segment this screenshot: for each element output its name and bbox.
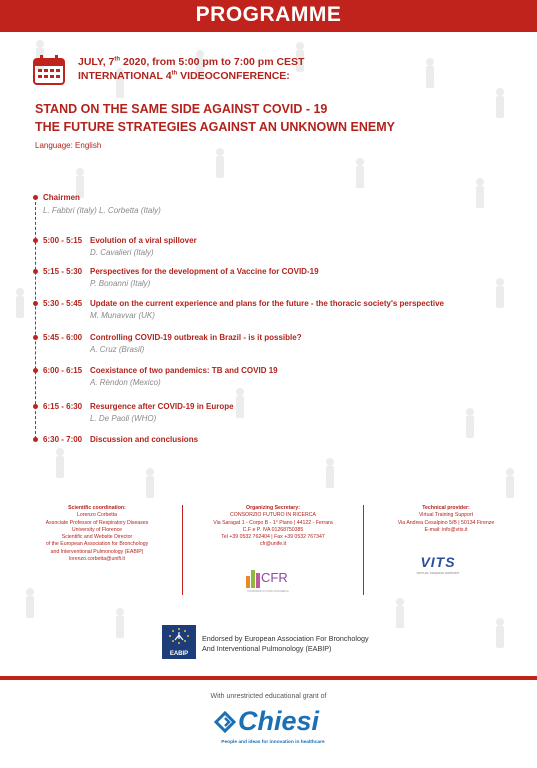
session-title: Update on the current experience and plans for the future - the thoracic society's perspective bbox=[90, 299, 444, 308]
organizing-line: C.F e P. IVA 01268750385 bbox=[242, 526, 304, 533]
footer-divider bbox=[0, 676, 537, 680]
timeline-dot bbox=[33, 269, 38, 274]
technical-heading: Technical provider: bbox=[422, 505, 470, 511]
session-time: 6:30 - 7:00 bbox=[43, 435, 83, 444]
scientific-heading: Scientific coordination: bbox=[68, 505, 126, 511]
timeline-dot bbox=[33, 238, 38, 243]
session-speaker: D. Cavalieri (Italy) bbox=[90, 248, 154, 257]
session-time: 5:30 - 5:45 bbox=[43, 299, 83, 308]
chairmen-label: Chairmen bbox=[43, 193, 80, 202]
eabip-logo-text: EABIP bbox=[169, 651, 189, 657]
session-title: Evolution of a viral spillover bbox=[90, 236, 197, 245]
event-title-line2: THE FUTURE STRATEGIES AGAINST AN UNKNOWN ENEMY bbox=[35, 120, 395, 134]
event-date: JULY, 7th 2020, from 5:00 pm to 7:00 pm CEST bbox=[78, 56, 305, 68]
endorsement-line: And Interventional Pulmonology (EABIP) bbox=[202, 644, 332, 653]
timeline-dot bbox=[33, 368, 38, 373]
grant-text: With unrestricted educational grant of bbox=[210, 693, 327, 700]
session-title: Coexistance of two pandemics: TB and COVID 19 bbox=[90, 366, 278, 375]
vits-logo bbox=[408, 554, 468, 578]
technical-line: Via Andrea Cesalpino 5/B | 50134 Firenze bbox=[397, 519, 495, 526]
column-divider bbox=[363, 505, 364, 595]
chairmen-names: L. Fabbri (Italy) L. Corbetta (Italy) bbox=[43, 206, 161, 215]
session-time: 6:00 - 6:15 bbox=[43, 366, 83, 375]
endorsement-text bbox=[202, 634, 369, 654]
scientific-line: Associate Professor of Respiratory Diseases bbox=[45, 519, 149, 526]
chiesi-tagline: People and ideas for innovation in healthcare bbox=[221, 740, 325, 745]
vits-logo-subtitle: VIRTUAL TRAINING SUPPORT bbox=[416, 571, 460, 575]
session-title: Discussion and conclusions bbox=[90, 435, 199, 444]
session-speaker: L. De Paoli (WHO) bbox=[90, 414, 157, 423]
scientific-line: of the European Association for Bronchology bbox=[45, 541, 149, 548]
page-title: PROGRAMME bbox=[195, 3, 342, 26]
scientific-email-link[interactable]: lorenzo.corbetta@unifi.it bbox=[68, 556, 126, 563]
scientific-line: and Interventional Pulmonology (EABIP) bbox=[50, 548, 144, 555]
technical-email-link[interactable]: E-mail: info@vits.it bbox=[424, 526, 468, 533]
calendar-icon bbox=[33, 55, 65, 85]
timeline-dot bbox=[33, 404, 38, 409]
scientific-line: Scientific and Website Director bbox=[61, 534, 133, 541]
session-time: 5:45 - 6:00 bbox=[43, 333, 83, 342]
timeline-line bbox=[35, 197, 37, 439]
timeline-dot bbox=[33, 195, 38, 200]
session-speaker: A. Cruz (Brasil) bbox=[90, 345, 145, 354]
session-speaker: P. Bonanni (Italy) bbox=[90, 279, 151, 288]
timeline-dot bbox=[33, 437, 38, 442]
column-divider bbox=[182, 505, 183, 595]
session-title: Controlling COVID-19 outbreak in Brazil - is it possible? bbox=[90, 333, 302, 342]
eabip-logo-mark bbox=[162, 625, 196, 651]
timeline-dot bbox=[33, 335, 38, 340]
session-time: 5:15 - 5:30 bbox=[43, 267, 83, 276]
organizing-heading: Organizing Secretary: bbox=[246, 505, 300, 511]
organizing-email-link[interactable]: cfr@unife.it bbox=[259, 541, 287, 548]
scientific-line: University of Florence bbox=[71, 526, 123, 533]
session-speaker: A. Rèndon (Mexico) bbox=[90, 378, 161, 387]
session-time: 5:00 - 5:15 bbox=[43, 236, 83, 245]
session-time: 6:15 - 6:30 bbox=[43, 402, 83, 411]
scientific-coordination bbox=[22, 505, 172, 563]
vits-logo-text: VITS bbox=[420, 554, 456, 570]
organizing-line: Via Saragat 1 - Corpo B - 1° Piano | 44122 - Ferrara bbox=[213, 519, 333, 526]
chiesi-logo-text: Chiesi bbox=[238, 706, 320, 736]
cfr-logo-subtitle: CONSORZIO FUTURO IN RICERCA bbox=[247, 590, 289, 593]
cfr-logo-mark bbox=[246, 568, 260, 588]
chiesi-logo-icon bbox=[212, 711, 238, 733]
organizing-secretary bbox=[186, 505, 360, 549]
endorsement-line: Endorsed by European Association For Bronchology bbox=[202, 634, 369, 643]
technical-provider bbox=[366, 505, 526, 534]
organizing-line: Tel +39 0532 762404 | Fax +39 0532 767347 bbox=[221, 534, 325, 541]
scientific-line: Lorenzo Corbetta bbox=[76, 512, 118, 519]
cfr-logo-text: CFR bbox=[261, 570, 288, 585]
cfr-logo bbox=[246, 566, 290, 596]
timeline-dot bbox=[33, 301, 38, 306]
eabip-logo bbox=[162, 625, 196, 659]
event-title-line1: STAND ON THE SAME SIDE AGAINST COVID - 19 bbox=[35, 102, 328, 116]
language-label: Language: English bbox=[35, 141, 102, 150]
event-conference: INTERNATIONAL 4th VIDEOCONFERENCE: bbox=[78, 70, 290, 82]
session-title: Resurgence after COVID-19 in Europe bbox=[90, 402, 234, 411]
session-title: Perspectives for the development of a Vaccine for COVID-19 bbox=[90, 267, 319, 276]
technical-line: Virtual Training Support bbox=[418, 512, 474, 519]
session-speaker: M. Munavvar (UK) bbox=[90, 311, 155, 320]
organizing-line: CONSORZIO FUTURO IN RICERCA bbox=[230, 512, 316, 519]
